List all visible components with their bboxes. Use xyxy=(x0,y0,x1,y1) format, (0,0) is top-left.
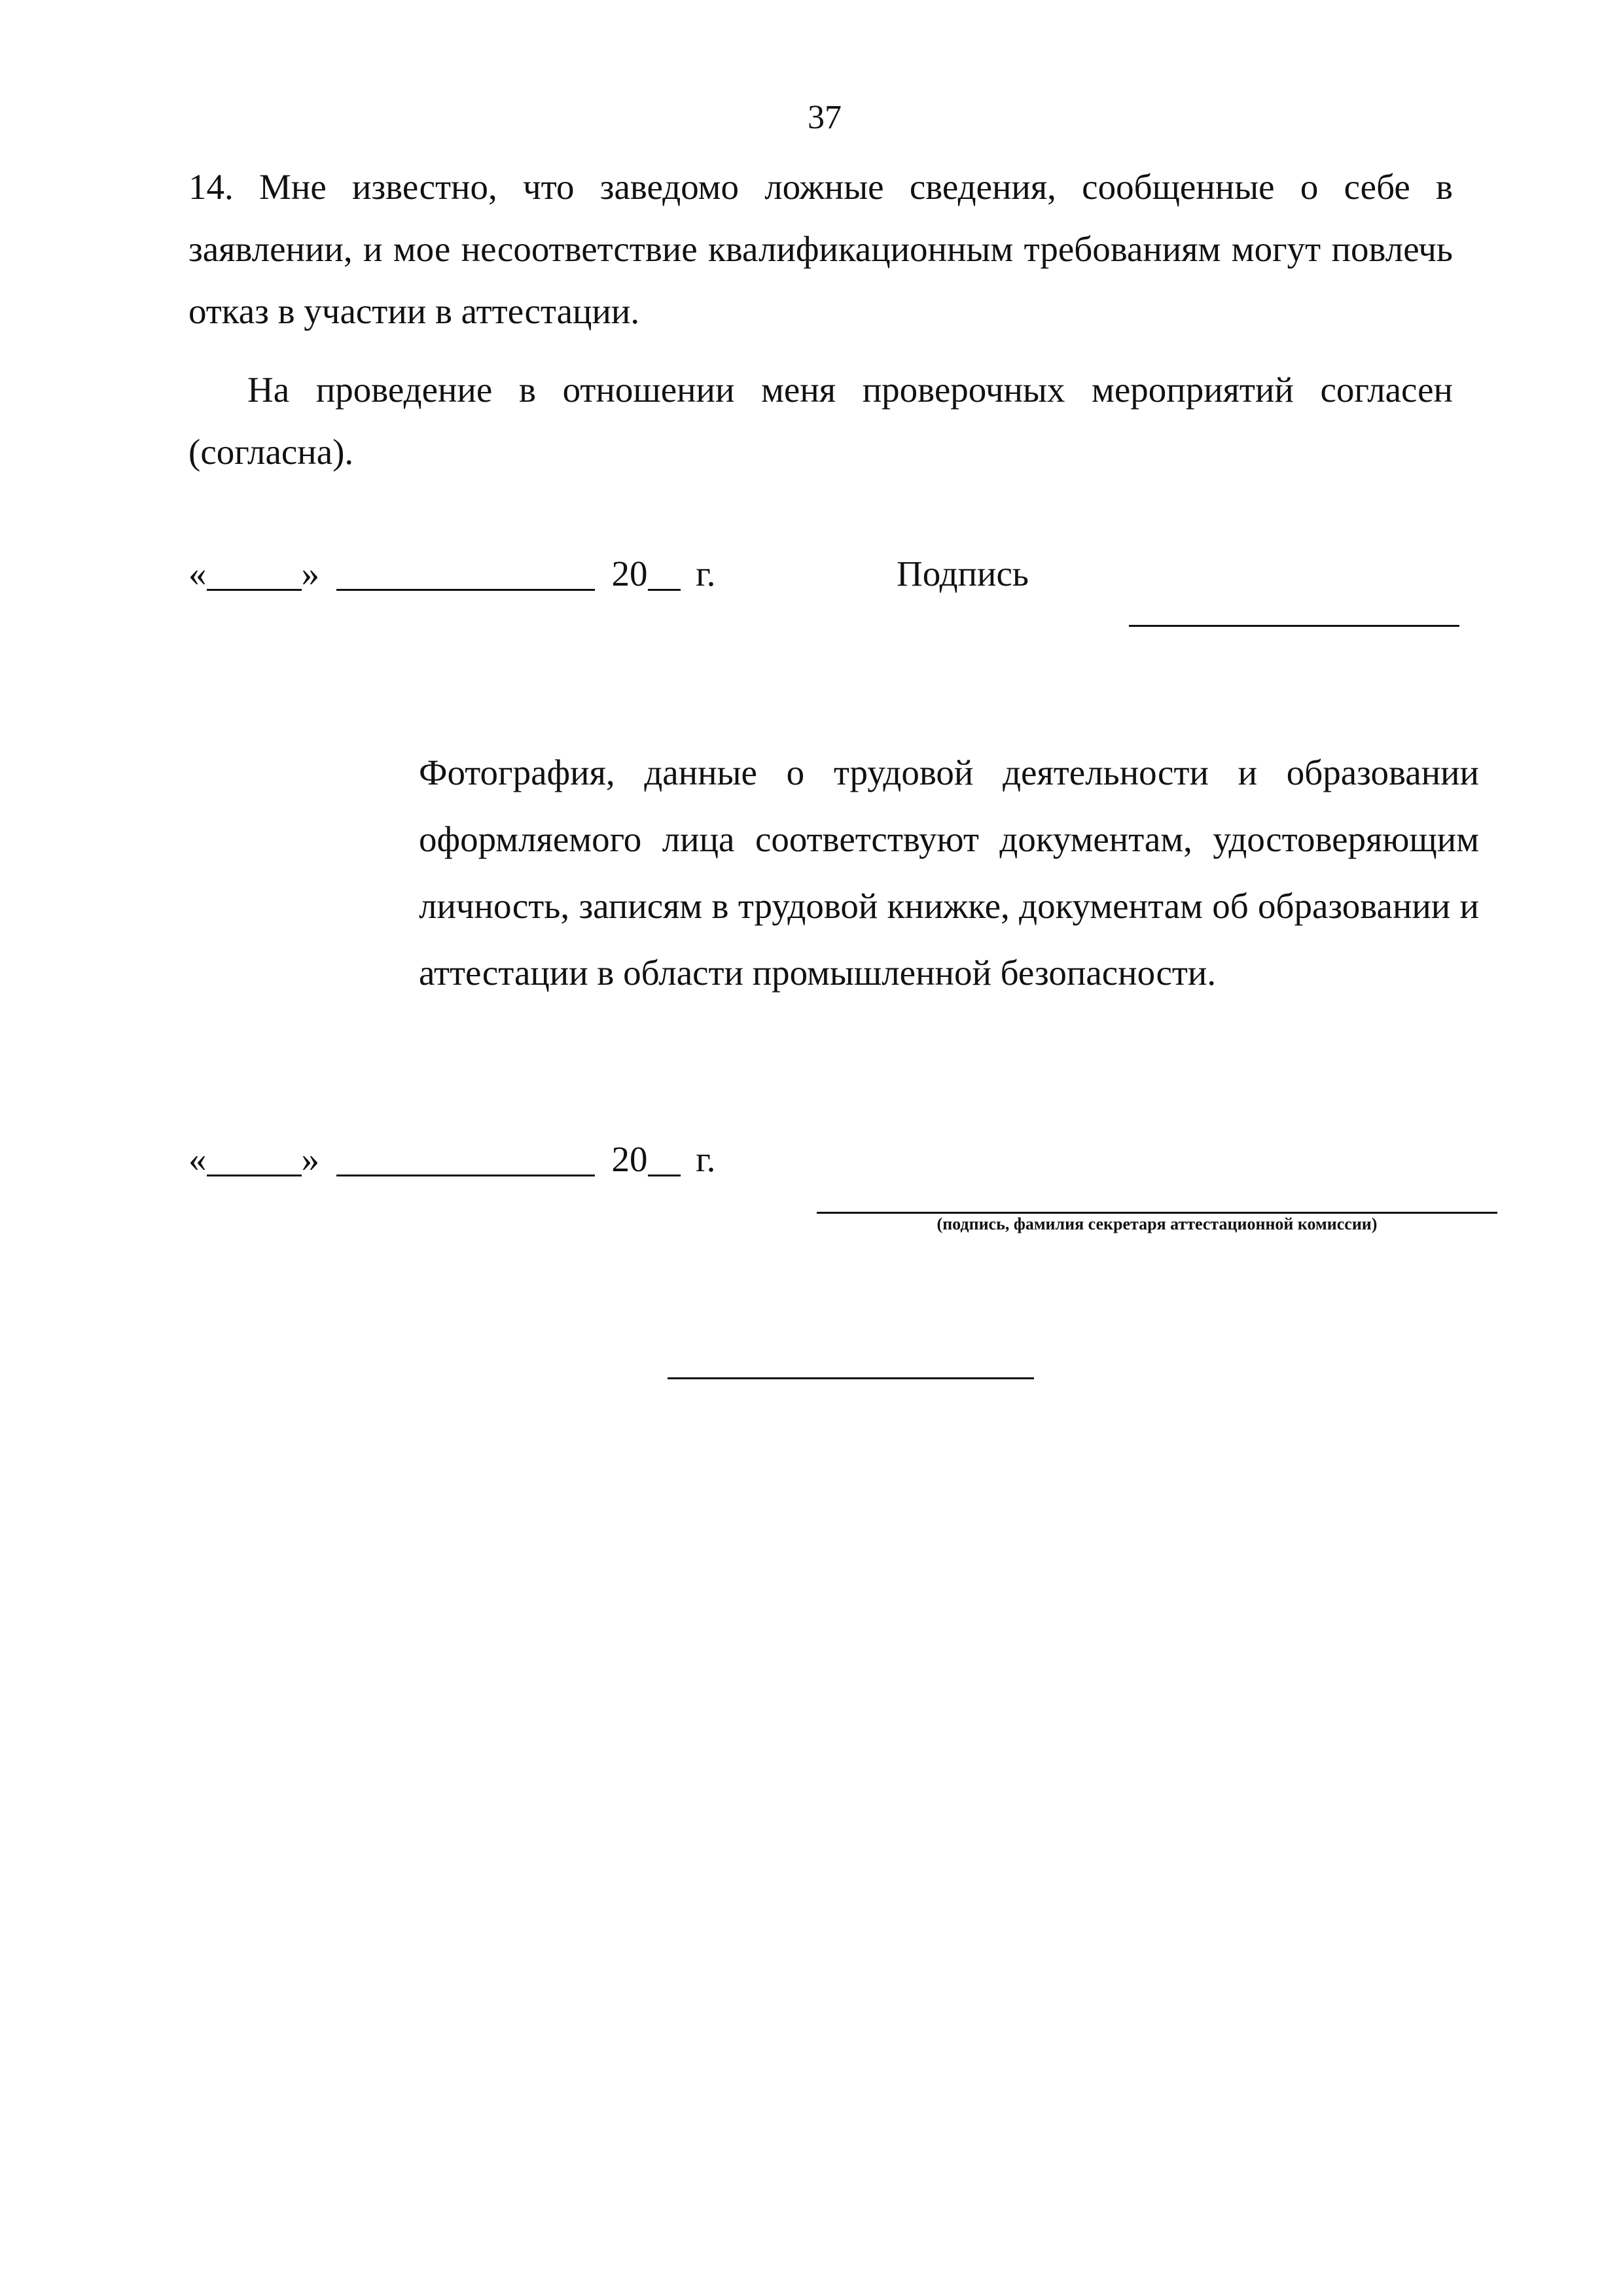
bottom-blank-line xyxy=(668,1377,1034,1379)
secretary-signature-line xyxy=(817,1212,1497,1214)
consent-paragraph: На проведение в отношении меня проверочных мероприятий согласен (согласна). xyxy=(188,370,1453,472)
year-blank xyxy=(648,1139,681,1176)
applicant-date-line xyxy=(188,553,715,594)
close-quote: » xyxy=(301,554,319,593)
month-blank xyxy=(336,1139,595,1176)
secretary-caption: (подпись, фамилия секретаря аттестационной комиссии) xyxy=(936,1214,1378,1233)
paragraph-14: 14. Мне известно, что заведомо ложные сведения, сообщенные о себе в заявлении, и мое несоответствие квалификационным требованиям могут повлечь отказ в участии в аттестации. xyxy=(188,167,1453,331)
open-quote: « xyxy=(188,1139,207,1179)
month-blank xyxy=(336,553,595,591)
page-number: 37 xyxy=(808,99,842,136)
year-suffix: г. xyxy=(696,1139,716,1179)
secretary-date-line xyxy=(188,1139,715,1180)
day-blank xyxy=(207,1139,302,1176)
verification-paragraph: Фотография, данные о трудовой деятельности и образовании оформляемого лица соответствуют документам, удостоверяющим личность, записям в трудовой книжке, документам об образовании и аттестации в области промышленной безопасности. xyxy=(419,752,1479,993)
year-blank xyxy=(648,553,681,591)
year-suffix: г. xyxy=(696,554,716,593)
close-quote: » xyxy=(301,1139,319,1179)
signature-label: Подпись xyxy=(897,554,1029,593)
year-prefix: 20 xyxy=(611,554,648,593)
year-prefix: 20 xyxy=(611,1139,648,1179)
applicant-signature-line xyxy=(1129,625,1459,627)
open-quote: « xyxy=(188,554,207,593)
day-blank xyxy=(207,553,302,591)
